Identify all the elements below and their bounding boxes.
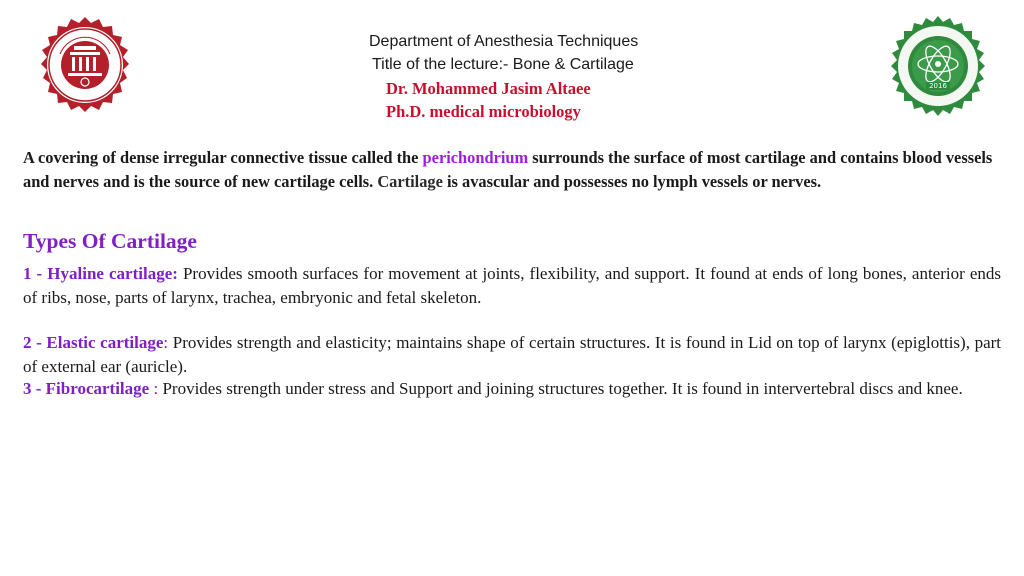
intro-text-3: is avascular and possesses no lymph vessels or nerves. [442, 171, 822, 191]
type-description: Provides strength and elasticity; maintains shape of certain structures. It is found in Lid on top of larynx (epiglottis), part of external ear (auricle). [23, 333, 1001, 376]
type-colon: : [163, 333, 169, 352]
cartilage-term: Cartilage [377, 171, 443, 191]
type-label: 2 - Elastic cartilage [23, 333, 164, 352]
intro-text-2: surrounds the surface of most cartilage and contains blood vessels and nerves and is the source of new cartilage cells. [23, 148, 993, 191]
type-colon: : [149, 379, 159, 398]
type-label: 3 - Fibrocartilage [23, 379, 150, 398]
lecture-title: Title of the lecture:- Bone & Cartilage [372, 56, 634, 73]
cartilage-type-elastic [23, 331, 1001, 379]
intro-text-1: A covering of dense irregular connective tissue called the [23, 148, 423, 167]
type-label: 1 - Hyaline cartilage: [23, 264, 178, 283]
type-description: Provides smooth surfaces for movement at joints, flexibility, and support. It found at ends of long bones, anterior ends of ribs, nose, parts of larynx, trachea, embryonic and fetal skeleton. [23, 264, 1001, 307]
department-name: Department of Anesthesia Techniques [369, 33, 639, 50]
type-description: Provides strength under stress and Support and joining structures together. It is found in intervertebral discs and knee. [158, 379, 963, 398]
types-heading: Types Of Cartilage [23, 229, 197, 253]
university-seal-icon [882, 14, 994, 126]
college-seal-icon [30, 14, 140, 124]
intro-paragraph [23, 146, 1003, 193]
cartilage-type-hyaline [23, 262, 1001, 310]
university-logo-left [30, 14, 140, 124]
lecturer-qualification: Ph.D. medical microbiology [386, 102, 581, 121]
perichondrium-term: perichondrium [422, 148, 529, 167]
university-logo-right [882, 14, 994, 126]
cartilage-type-fibro [23, 377, 1001, 401]
lecturer-name: Dr. Mohammed Jasim Altaee [386, 79, 591, 98]
founding-year: 2016 [929, 82, 947, 90]
